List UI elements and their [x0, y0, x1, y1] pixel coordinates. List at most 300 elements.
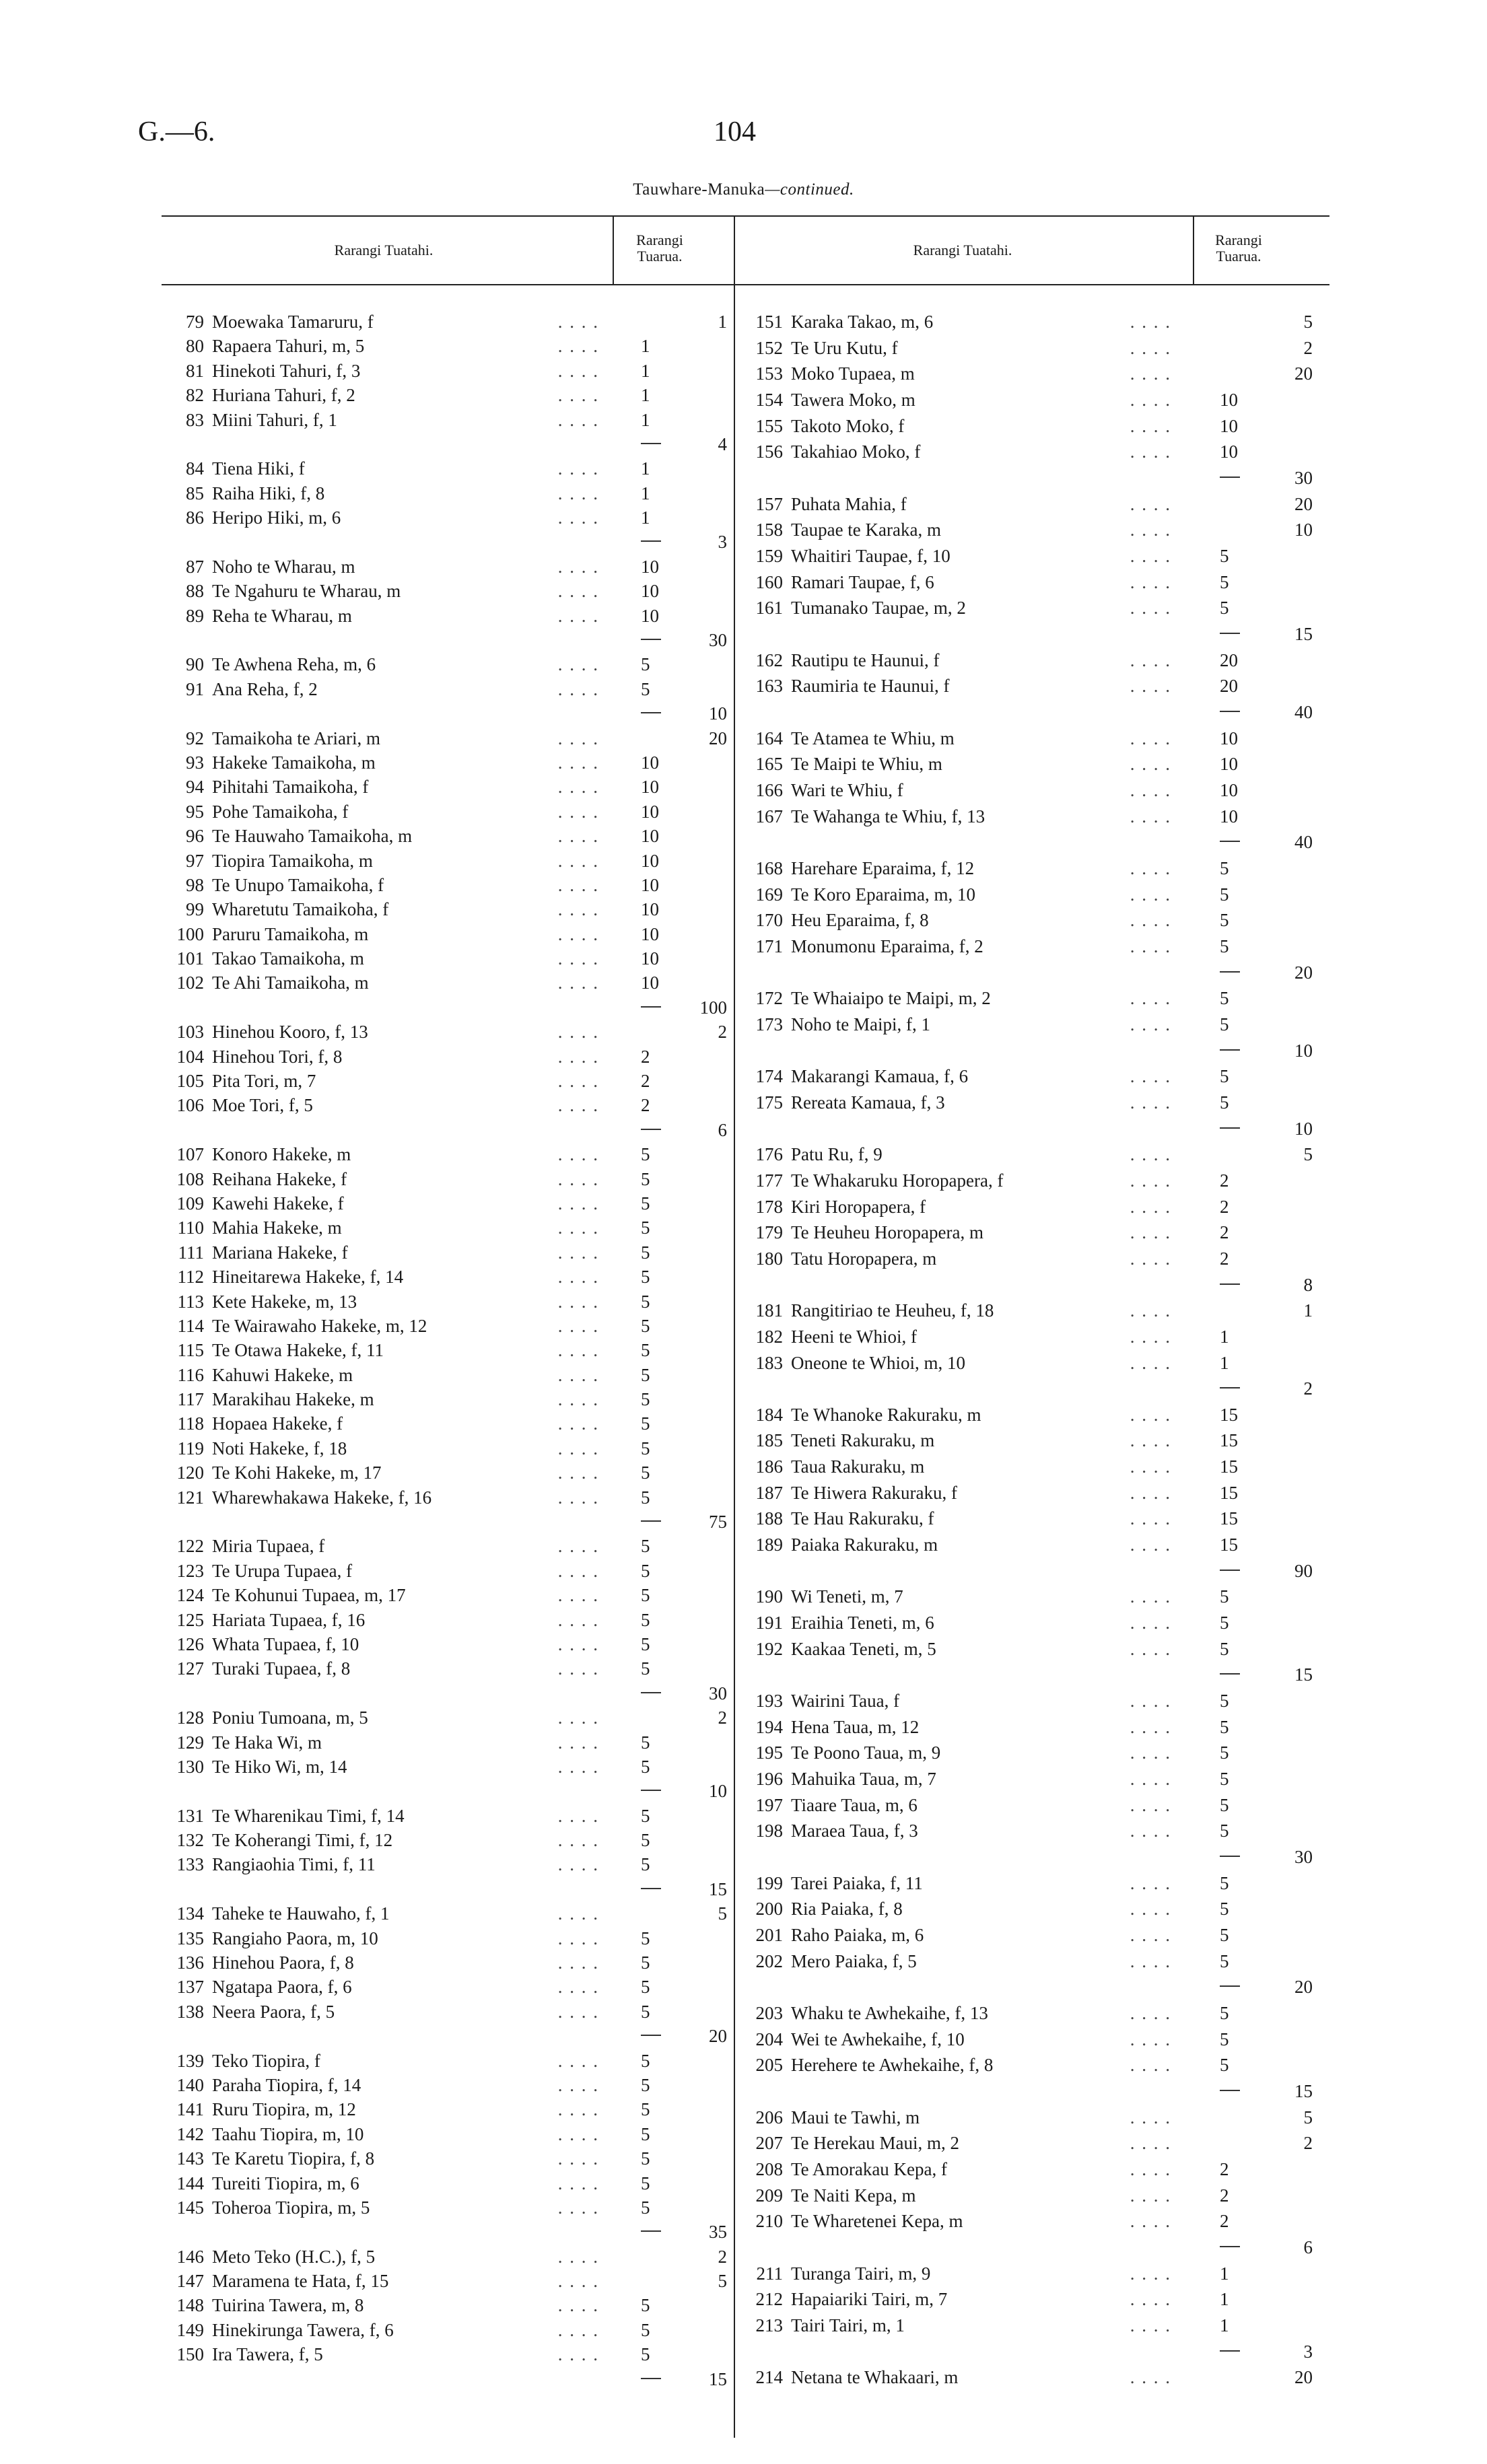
entry-number: 146 — [176, 2246, 204, 2267]
tuatahi-value: 5 — [641, 1168, 650, 1189]
dot-leader: . . . . — [1130, 1872, 1171, 1893]
dot-leader: . . . . — [557, 1364, 599, 1385]
dot-leader: . . . . — [557, 1267, 599, 1288]
table-row — [165, 1143, 734, 1165]
dot-leader: . . . . — [1130, 1613, 1171, 1633]
entry-text — [744, 1014, 930, 1035]
table-row — [744, 1404, 1319, 1425]
table-row — [744, 2315, 1319, 2336]
subtotal-rule — [641, 1790, 661, 1791]
tuatahi-value: 5 — [641, 1487, 650, 1508]
entry-number: 169 — [755, 884, 783, 905]
entry-number: 100 — [176, 923, 204, 944]
dot-leader: . . . . — [1130, 415, 1171, 436]
tuatahi-value: 10 — [641, 777, 659, 798]
section-subtitle — [0, 180, 1487, 199]
entry-number: 108 — [176, 1168, 204, 1189]
entry-text — [744, 1690, 899, 1712]
dot-leader: . . . . — [1130, 1248, 1171, 1269]
entry-name: Te Amorakau Kepa, f — [791, 2159, 948, 2180]
entry-number: 189 — [755, 1535, 783, 1555]
tuarua-value: 2 — [1303, 1378, 1313, 1399]
entry-name: Miini Tahuri, f, 1 — [212, 409, 337, 430]
tuarua-value: 15 — [1294, 2081, 1313, 2102]
entry-number: 158 — [755, 520, 783, 540]
tuarua-value: 35 — [709, 2222, 727, 2243]
tuatahi-value: 5 — [641, 1267, 650, 1288]
subtotal-row — [744, 831, 1319, 853]
table-row — [744, 1872, 1319, 1894]
dot-leader: . . . . — [557, 2148, 599, 2169]
entry-name: Te Ngahuru te Wharau, m — [212, 581, 401, 602]
entry-name: Miria Tupaea, f — [212, 1536, 325, 1557]
subtotal-row — [744, 2237, 1319, 2258]
entry-number: 106 — [176, 1095, 204, 1116]
table-row — [165, 728, 734, 749]
table-row — [165, 1168, 734, 1190]
table-row — [744, 2054, 1319, 2076]
table-row — [744, 2288, 1319, 2310]
tuatahi-value: 5 — [641, 1805, 650, 1826]
entry-number: 119 — [177, 1438, 204, 1458]
entry-number: 122 — [176, 1536, 204, 1557]
subtotal-row — [744, 701, 1319, 723]
table-row — [165, 850, 734, 872]
dot-leader: . . . . — [557, 1830, 599, 1851]
subtotal-rule — [1220, 2246, 1240, 2247]
dot-leader: . . . . — [557, 1928, 599, 1948]
entry-number: 198 — [755, 1821, 783, 1841]
entry-number: 105 — [176, 1071, 204, 1092]
subtotal-rule — [1220, 1985, 1240, 1987]
dot-leader: . . . . — [557, 1389, 599, 1410]
entry-number: 138 — [176, 2001, 204, 2022]
dot-leader: . . . . — [1130, 1821, 1171, 1841]
dot-leader: . . . . — [557, 2001, 599, 2022]
table-row — [744, 571, 1319, 593]
table-row — [744, 1065, 1319, 1087]
tuarua-value: 30 — [1294, 467, 1313, 488]
entry-number: 83 — [186, 409, 204, 430]
entry-text — [165, 1070, 316, 1092]
entry-number: 204 — [755, 2029, 783, 2049]
tuatahi-value: 5 — [641, 1144, 650, 1165]
dot-leader: . . . . — [557, 948, 599, 969]
dot-leader: . . . . — [1130, 1743, 1171, 1763]
tuatahi-value: 2 — [1220, 2159, 1229, 2180]
entry-text — [165, 2148, 374, 2169]
entry-name: Rangiaho Paora, m, 10 — [212, 1928, 378, 1948]
table-row — [165, 1094, 734, 1116]
dot-leader: . . . . — [1130, 389, 1171, 410]
entry-name: Te Hau Rakuraku, f — [791, 1508, 934, 1529]
entry-number: 117 — [177, 1389, 204, 1410]
entry-name: Turanga Tairi, m, 9 — [791, 2263, 931, 2284]
dot-leader: . . . . — [1130, 2367, 1171, 2388]
entry-text — [744, 597, 966, 619]
entry-text — [165, 2294, 364, 2316]
subtotal-rule — [1220, 1387, 1240, 1388]
entry-number: 159 — [755, 545, 783, 566]
entry-text — [165, 1462, 382, 1483]
table-row — [165, 2197, 734, 2218]
entry-name: Taheke te Hauwaho, f, 1 — [212, 1903, 390, 1924]
entry-name: Noho te Wharau, m — [212, 556, 355, 577]
tuatahi-value: 10 — [1220, 415, 1238, 436]
subtotal-row — [744, 2341, 1319, 2362]
entry-number: 131 — [176, 1805, 204, 1826]
tuatahi-value: 5 — [641, 2001, 650, 2022]
entry-name: Kaakaa Teneti, m, 5 — [791, 1638, 936, 1659]
subtotal-rule — [1220, 1127, 1240, 1129]
entry-number: 129 — [176, 1732, 204, 1753]
tuarua-value: 40 — [1294, 832, 1313, 853]
dot-leader: . . . . — [1130, 598, 1171, 619]
subtitle-name: Tauwhare-Manuka — [633, 180, 765, 199]
subtotal-row — [165, 433, 734, 455]
dot-leader: . . . . — [557, 1193, 599, 1213]
entry-text — [165, 2319, 394, 2341]
tuatahi-value: 5 — [1220, 1638, 1229, 1659]
entry-name: Maramena te Hata, f, 15 — [212, 2271, 389, 2292]
right-col-header: Rarangi Tuatahi. — [913, 242, 1012, 258]
tuatahi-value: 5 — [641, 1364, 650, 1385]
table-row — [744, 1586, 1319, 1607]
table-row — [744, 1898, 1319, 1920]
entry-name: Te Heuheu Horopapera, m — [791, 1222, 983, 1243]
entry-number: 172 — [755, 988, 783, 1009]
table-row — [165, 923, 734, 945]
entry-text — [165, 678, 318, 700]
entry-number: 202 — [755, 1950, 783, 1971]
entry-text — [744, 753, 942, 775]
table-row — [165, 556, 734, 577]
subtotal-row — [744, 1846, 1319, 1868]
entry-number: 177 — [755, 1170, 783, 1191]
entry-text — [744, 1950, 917, 1972]
dot-leader: . . . . — [557, 1854, 599, 1875]
tuatahi-value: 5 — [1220, 1821, 1229, 1841]
table-row — [165, 1315, 734, 1337]
table-row — [744, 597, 1319, 619]
entry-name: Wairini Taua, f — [791, 1691, 900, 1712]
dot-leader: . . . . — [557, 409, 599, 430]
dot-leader: . . . . — [1130, 1352, 1171, 1373]
table-row — [744, 1248, 1319, 1269]
entry-text — [744, 2315, 905, 2336]
tuatahi-value: 5 — [641, 2123, 650, 2144]
table-row — [165, 776, 734, 798]
entry-text — [744, 1222, 983, 1243]
entry-number: 84 — [186, 458, 204, 479]
dot-leader: . . . . — [557, 336, 599, 357]
entry-number: 102 — [176, 973, 204, 993]
dot-leader: . . . . — [1130, 779, 1171, 800]
tuatahi-value: 5 — [1220, 545, 1229, 566]
entry-text — [744, 2029, 965, 2050]
entry-number: 206 — [755, 2107, 783, 2127]
subtotal-rule — [641, 443, 661, 444]
dot-leader: . . . . — [557, 2295, 599, 2316]
entry-number: 147 — [176, 2271, 204, 2292]
tuatahi-value: 10 — [641, 874, 659, 895]
tuatahi-value: 5 — [641, 1830, 650, 1851]
table-row — [744, 1456, 1319, 1477]
entry-text — [165, 1217, 342, 1238]
entry-name: Hopaea Hakeke, f — [212, 1413, 343, 1434]
entry-text — [165, 1438, 347, 1459]
table-row — [165, 1193, 734, 1214]
entry-name: Eraihia Teneti, m, 6 — [791, 1613, 934, 1633]
entry-number: 86 — [186, 507, 204, 528]
entry-number: 192 — [755, 1638, 783, 1659]
entry-number: 184 — [755, 1404, 783, 1425]
entry-text — [165, 1364, 353, 1386]
tuatahi-value: 5 — [641, 1242, 650, 1263]
entry-name: Wari te Whiu, f — [791, 779, 903, 800]
entry-name: Maraea Taua, f, 3 — [791, 1821, 918, 1841]
tuatahi-value: 5 — [641, 678, 650, 699]
entry-number: 179 — [755, 1222, 783, 1243]
table-row — [165, 2173, 734, 2194]
table-row — [165, 1829, 734, 1851]
dot-leader: . . . . — [1130, 2159, 1171, 2180]
dot-leader: . . . . — [1130, 1300, 1171, 1321]
entry-number: 203 — [755, 2003, 783, 2024]
table-row — [165, 1339, 734, 1361]
subtotal-rule — [641, 712, 661, 713]
entry-name: Tairi Tairi, m, 1 — [791, 2315, 905, 2335]
dot-leader: . . . . — [557, 2173, 599, 2193]
dot-leader: . . . . — [557, 556, 599, 577]
entry-name: Wei te Awhekaihe, f, 10 — [791, 2029, 965, 2049]
tuatahi-value: 1 — [1220, 1326, 1229, 1347]
tuatahi-value: 2 — [1220, 1170, 1229, 1191]
tuarua-value: 90 — [1294, 1560, 1313, 1581]
table-row — [744, 2263, 1319, 2284]
tuatahi-value: 5 — [1220, 598, 1229, 619]
entry-number: 185 — [755, 1430, 783, 1451]
entry-text — [165, 1266, 403, 1288]
tuatahi-value: 5 — [641, 654, 650, 675]
table-row — [165, 1046, 734, 1067]
entry-number: 171 — [755, 936, 783, 956]
table-row — [165, 580, 734, 602]
subtotal-row — [744, 1976, 1319, 1998]
entry-number: 205 — [755, 2055, 783, 2076]
table-row — [744, 1222, 1319, 1243]
entry-number: 79 — [186, 312, 204, 332]
dot-leader: . . . . — [1130, 493, 1171, 514]
subtotal-row — [744, 623, 1319, 645]
dot-leader: . . . . — [557, 2123, 599, 2144]
table-row — [165, 335, 734, 357]
table-row — [165, 458, 734, 479]
table-row — [165, 825, 734, 847]
entry-text — [744, 1794, 918, 1816]
entry-name: Te Wharenikau Timi, f, 14 — [212, 1805, 405, 1826]
entry-number: 175 — [755, 1092, 783, 1113]
entry-text — [744, 936, 983, 957]
entry-text — [165, 2050, 320, 2072]
entry-name: Rautipu te Haunui, f — [791, 649, 940, 670]
tuatahi-value: 5 — [641, 1315, 650, 1336]
entry-text — [165, 1413, 343, 1434]
entry-name: Hakeke Tamaikoha, m — [212, 752, 376, 773]
dot-leader: . . . . — [557, 1438, 599, 1458]
entry-text — [165, 1021, 368, 1043]
dot-leader: . . . . — [557, 1340, 599, 1361]
tuatahi-value: 5 — [1220, 1066, 1229, 1087]
entry-name: Rapaera Tahuri, m, 5 — [212, 336, 365, 357]
entry-number: 214 — [755, 2367, 783, 2388]
entry-number: 109 — [176, 1193, 204, 1213]
tuarua-value: 2 — [718, 1022, 727, 1043]
entry-name: Mariana Hakeke, f — [212, 1242, 348, 1263]
table-row — [165, 360, 734, 382]
tuatahi-value: 10 — [641, 605, 659, 626]
tuatahi-value: 5 — [641, 2074, 650, 2095]
tuatahi-value: 15 — [1220, 1535, 1238, 1555]
entry-name: Paraha Tiopira, f, 14 — [212, 2074, 361, 2095]
entry-number: 199 — [755, 1872, 783, 1893]
entry-name: Konoro Hakeke, m — [212, 1144, 351, 1165]
table-row — [165, 972, 734, 993]
entry-text — [165, 874, 384, 896]
entry-text — [165, 1756, 347, 1777]
entry-text — [744, 1092, 945, 1113]
entry-text — [165, 801, 348, 822]
dot-leader: . . . . — [557, 458, 599, 479]
entry-number: 165 — [755, 754, 783, 775]
table-row — [165, 1070, 734, 1092]
entry-text — [744, 493, 907, 515]
table-row — [744, 2210, 1319, 2232]
entry-name: Herehere te Awhekaihe, f, 8 — [791, 2055, 994, 2076]
table-row — [744, 1196, 1319, 1218]
dot-leader: . . . . — [557, 1168, 599, 1189]
dot-leader: . . . . — [557, 1977, 599, 1998]
entry-text — [744, 1326, 917, 1347]
entry-text — [744, 415, 904, 437]
entry-number: 94 — [186, 777, 204, 798]
tuatahi-value: 5 — [1220, 2055, 1229, 2076]
tuatahi-value: 10 — [641, 923, 659, 944]
entry-name: Te Haka Wi, m — [212, 1732, 322, 1753]
entry-name: Rangiaohia Timi, f, 11 — [212, 1854, 376, 1875]
subtotal-row — [165, 1780, 734, 1802]
table-row — [165, 1976, 734, 1998]
dot-leader: . . . . — [557, 1071, 599, 1092]
tuatahi-value: 1 — [641, 385, 650, 406]
entry-number: 97 — [186, 850, 204, 871]
entry-name: Takoto Moko, f — [791, 415, 905, 436]
tuatahi-value: 5 — [1220, 1092, 1229, 1113]
tuatahi-value: 5 — [641, 1218, 650, 1238]
entry-name: Wharewhakawa Hakeke, f, 16 — [212, 1487, 432, 1508]
table-row — [165, 1854, 734, 1875]
entry-name: Pohe Tamaikoha, f — [212, 801, 349, 822]
table-row — [165, 311, 734, 332]
entry-text — [165, 1854, 376, 1875]
dot-leader: . . . . — [557, 678, 599, 699]
subtitle-continued: —continued. — [765, 180, 854, 199]
entry-name: Moe Tori, f, 5 — [212, 1095, 313, 1116]
tuatahi-value: 10 — [1220, 779, 1238, 800]
entry-number: 153 — [755, 363, 783, 384]
dot-leader: . . . . — [557, 899, 599, 920]
entry-text — [165, 360, 360, 382]
dot-leader: . . . . — [557, 1291, 599, 1312]
entry-number: 89 — [186, 605, 204, 626]
tuatahi-value: 5 — [1220, 1613, 1229, 1633]
entry-text — [165, 948, 364, 969]
subtotal-row — [744, 1378, 1319, 1399]
tuarua-value: 10 — [709, 703, 727, 724]
entry-number: 130 — [176, 1756, 204, 1777]
entry-name: Te Whanoke Rakuraku, m — [791, 1404, 981, 1425]
entry-number: 176 — [755, 1144, 783, 1165]
entry-number: 143 — [176, 2148, 204, 2169]
entry-text — [165, 2123, 364, 2145]
entry-name: Moewaka Tamaruru, f — [212, 312, 374, 332]
entry-text — [165, 1928, 378, 1949]
subtotal-rule — [641, 1692, 661, 1693]
entry-text — [744, 2158, 947, 2180]
dot-leader: . . . . — [557, 728, 599, 748]
entry-number: 207 — [755, 2133, 783, 2154]
entry-name: Tuirina Tawera, m, 8 — [212, 2295, 364, 2316]
tuarua-value: 3 — [1303, 2341, 1313, 2362]
entry-number: 124 — [176, 1585, 204, 1606]
subtotal-row — [744, 1040, 1319, 1061]
tuatahi-value: 5 — [641, 1756, 650, 1777]
dot-leader: . . . . — [1130, 1430, 1171, 1451]
entry-text — [744, 909, 929, 931]
dot-leader: . . . . — [1130, 312, 1171, 332]
subtotal-row — [744, 2080, 1319, 2102]
dot-leader: . . . . — [1130, 857, 1171, 878]
tuatahi-value: 2 — [1220, 1248, 1229, 1269]
entry-name: Huriana Tahuri, f, 2 — [212, 385, 355, 406]
entry-name: Te Urupa Tupaea, f — [212, 1560, 353, 1581]
entry-number: 160 — [755, 571, 783, 592]
table-row — [744, 1534, 1319, 1555]
tuarua-value: 20 — [709, 2026, 727, 2047]
tuarua-value: 30 — [709, 630, 727, 651]
tuatahi-value: 1 — [1220, 2315, 1229, 2335]
tuatahi-value: 15 — [1220, 1508, 1238, 1529]
entry-number: 183 — [755, 1352, 783, 1373]
entry-name: Te Hauwaho Tamaikoha, m — [212, 826, 413, 847]
table-row — [744, 909, 1319, 931]
entry-number: 168 — [755, 857, 783, 878]
table-row — [744, 1300, 1319, 1321]
table-row — [744, 753, 1319, 775]
entry-name: Kiri Horopapera, f — [791, 1196, 926, 1217]
tuatahi-value: 5 — [641, 1854, 650, 1875]
entry-name: Ramari Taupae, f, 6 — [791, 571, 934, 592]
subtotal-row — [744, 1560, 1319, 1582]
tuatahi-value: 1 — [1220, 2263, 1229, 2284]
subtotal-rule — [1220, 477, 1240, 478]
table-row — [165, 1462, 734, 1483]
table-row — [165, 1952, 734, 1973]
entry-number: 113 — [177, 1291, 204, 1312]
tuatahi-value: 5 — [641, 1340, 650, 1361]
entry-text — [165, 1388, 374, 1410]
entry-number: 123 — [176, 1560, 204, 1581]
